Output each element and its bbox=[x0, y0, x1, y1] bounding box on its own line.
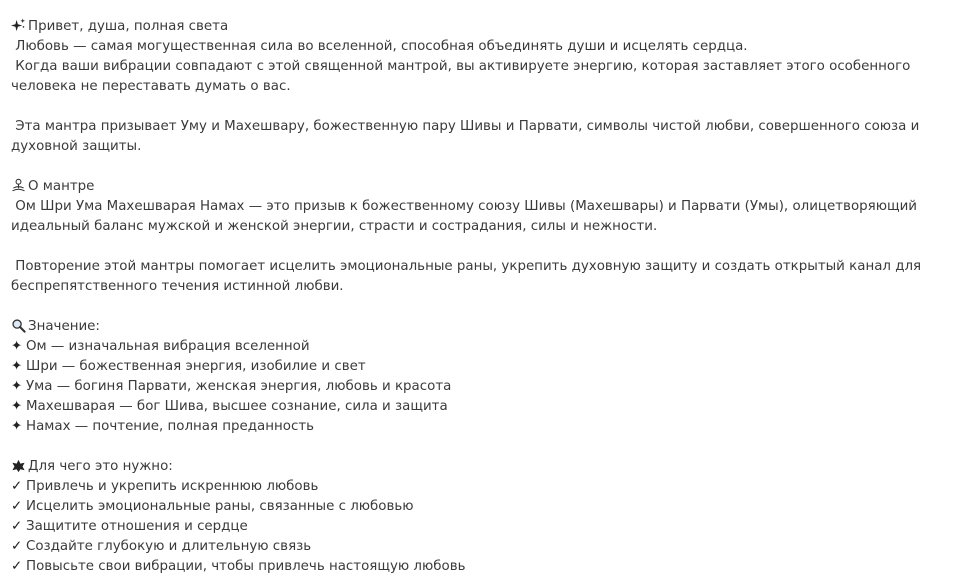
list-item bbox=[11, 337, 961, 357]
checkmark-icon: ✓ bbox=[11, 479, 23, 494]
meaning-title: Значение: bbox=[28, 319, 100, 334]
meaning-item-text: Ума — богиня Парвати, женская энергия, любовь и красота bbox=[26, 379, 452, 394]
meaning-item-text: Шри — божественная энергия, изобилие и свет bbox=[26, 359, 366, 374]
magnifier-icon bbox=[11, 318, 26, 333]
purpose-title: Для чего это нужно: bbox=[28, 459, 173, 474]
meaning-item-text: Махешварая — бог Шива, высшее сознание, сила и защита bbox=[26, 399, 448, 414]
greeting-title: Привет, душа, полная света bbox=[28, 19, 229, 34]
star-bullet-icon: ✦ bbox=[11, 419, 23, 434]
star-bullet-icon: ✦ bbox=[11, 379, 23, 394]
list-item bbox=[11, 537, 961, 557]
list-item bbox=[11, 477, 961, 497]
about-heading bbox=[11, 177, 961, 197]
about-paragraph-2: Повторение этой мантры помогает исцелить эмоциональные раны, укрепить духовную защиту и создать открытый канал для беспрепятственного течения истинной любви. bbox=[11, 259, 926, 294]
sparkles-icon bbox=[11, 18, 26, 33]
list-item bbox=[11, 397, 961, 417]
meaning-list bbox=[11, 337, 961, 437]
list-item bbox=[11, 377, 961, 397]
meditation-icon bbox=[11, 178, 26, 193]
star-bullet-icon: ✦ bbox=[11, 359, 23, 374]
greeting-line bbox=[11, 17, 961, 37]
star-bullet-icon: ✦ bbox=[11, 399, 23, 414]
about-title: О мантре bbox=[28, 179, 95, 194]
list-item bbox=[11, 557, 961, 577]
checkmark-icon: ✓ bbox=[11, 519, 23, 534]
intro-paragraph-3: Эта мантра призывает Уму и Махешвару, божественную пару Шивы и Парвати, символы чистой любви, совершенного союза и духовной защиты. bbox=[11, 119, 924, 154]
meaning-item-text: Намах — почтение, полная преданность bbox=[26, 419, 315, 434]
list-item bbox=[11, 497, 961, 517]
purpose-item-text: Защитите отношения и сердце bbox=[26, 519, 248, 534]
checkmark-icon: ✓ bbox=[11, 539, 23, 554]
meaning-item-text: Ом — изначальная вибрация вселенной bbox=[26, 339, 310, 354]
message-body bbox=[11, 17, 961, 577]
purpose-item-text: Привлечь и укрепить искреннюю любовь bbox=[26, 479, 319, 494]
purpose-list bbox=[11, 477, 961, 577]
intro-line-1: Любовь — самая могущественная сила во вселенной, способная объединять души и исцелять сердца. bbox=[11, 39, 748, 54]
list-item bbox=[11, 517, 961, 537]
list-item bbox=[11, 357, 961, 377]
about-paragraph-1: Ом Шри Ума Махешварая Намах — это призыв к божественному союзу Шивы (Махешвары) и Парвати (Умы), олицетворяющий идеальный баланс мужской и женской энергии, страсти и сострадания, силы и нежности. bbox=[11, 199, 922, 234]
purpose-item-text: Исцелить эмоциональные раны, связанные с любовью bbox=[26, 499, 414, 514]
lotus-icon bbox=[11, 458, 26, 473]
checkmark-icon: ✓ bbox=[11, 559, 23, 574]
purpose-item-text: Создайте глубокую и длительную связь bbox=[26, 539, 312, 554]
list-item bbox=[11, 417, 961, 437]
checkmark-icon: ✓ bbox=[11, 499, 23, 514]
star-bullet-icon: ✦ bbox=[11, 339, 23, 354]
intro-paragraph-2: Когда ваши вибрации совпадают с этой священной мантрой, вы активируете энергию, которая заставляет этого особенного человека не переставать думать о вас. bbox=[11, 59, 915, 94]
purpose-item-text: Повысьте свои вибрации, чтобы привлечь настоящую любовь bbox=[26, 559, 466, 574]
purpose-heading bbox=[11, 457, 961, 477]
meaning-heading bbox=[11, 317, 961, 337]
